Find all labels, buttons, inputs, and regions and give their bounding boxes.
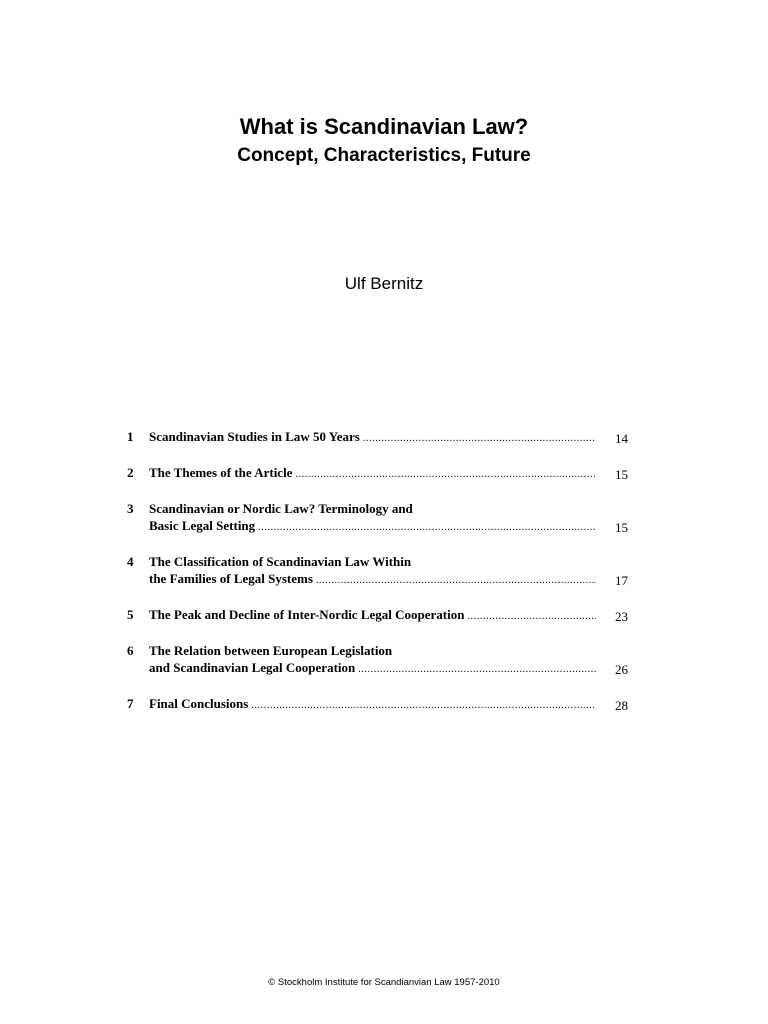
document-title: What is Scandinavian Law? — [239, 114, 529, 139]
toc-entry-page: 15 — [615, 467, 628, 482]
document-subtitle: Concept, Characteristics, Future — [237, 145, 531, 166]
toc-entry-title-continued: Basic Legal Setting — [149, 517, 258, 534]
copyright-footer: © Stockholm Institute for Scandianvian Law 1957-2010 — [268, 977, 500, 988]
toc-entry-page: 17 — [615, 573, 628, 588]
toc-entry-title: Scandinavian or Nordic Law? Terminology and — [149, 500, 416, 517]
toc-entry — [127, 606, 632, 625]
toc-entry-title: The Classification of Scandinavian Law Within — [149, 553, 414, 570]
toc-entry-number: 6 — [127, 643, 134, 658]
toc-entry-page: 26 — [615, 662, 628, 677]
toc-entry-title: The Relation between European Legislation — [149, 642, 395, 659]
toc-entry — [127, 428, 632, 447]
toc-entry-number: 4 — [127, 554, 134, 569]
toc-leader-dots — [363, 430, 596, 447]
toc-leader-dots — [295, 466, 596, 483]
toc-entry — [127, 642, 632, 678]
toc-entry-title-continued: the Families of Legal Systems — [149, 570, 316, 587]
toc-entry-title: Scandinavian Studies in Law 50 Years — [149, 428, 363, 445]
toc-leader-dots — [358, 661, 596, 678]
toc-leader-dots — [316, 572, 596, 589]
toc-entry-page: 14 — [615, 431, 628, 446]
toc-entry-page: 23 — [615, 609, 628, 624]
toc-entry-page: 15 — [615, 520, 628, 535]
toc-entry-title: Final Conclusions — [149, 695, 251, 712]
table-of-contents — [127, 428, 632, 731]
toc-entry — [127, 500, 632, 536]
toc-entry-title-continued: and Scandinavian Legal Cooperation — [149, 659, 358, 676]
toc-entry-number: 2 — [127, 465, 134, 480]
toc-entry-title: The Peak and Decline of Inter-Nordic Legal Cooperation — [149, 606, 467, 623]
toc-entry-number: 1 — [127, 429, 134, 444]
toc-leader-dots — [251, 697, 596, 714]
toc-leader-dots — [258, 519, 596, 536]
toc-entry-title: The Themes of the Article — [149, 464, 295, 481]
toc-entry-number: 7 — [127, 696, 134, 711]
toc-entry — [127, 553, 632, 589]
toc-entry — [127, 695, 632, 714]
toc-leader-dots — [467, 608, 596, 625]
toc-entry — [127, 464, 632, 483]
toc-entry-number: 3 — [127, 501, 134, 516]
author-name: Ulf Bernitz — [344, 274, 424, 293]
toc-entry-number: 5 — [127, 607, 134, 622]
toc-entry-page: 28 — [615, 698, 628, 713]
